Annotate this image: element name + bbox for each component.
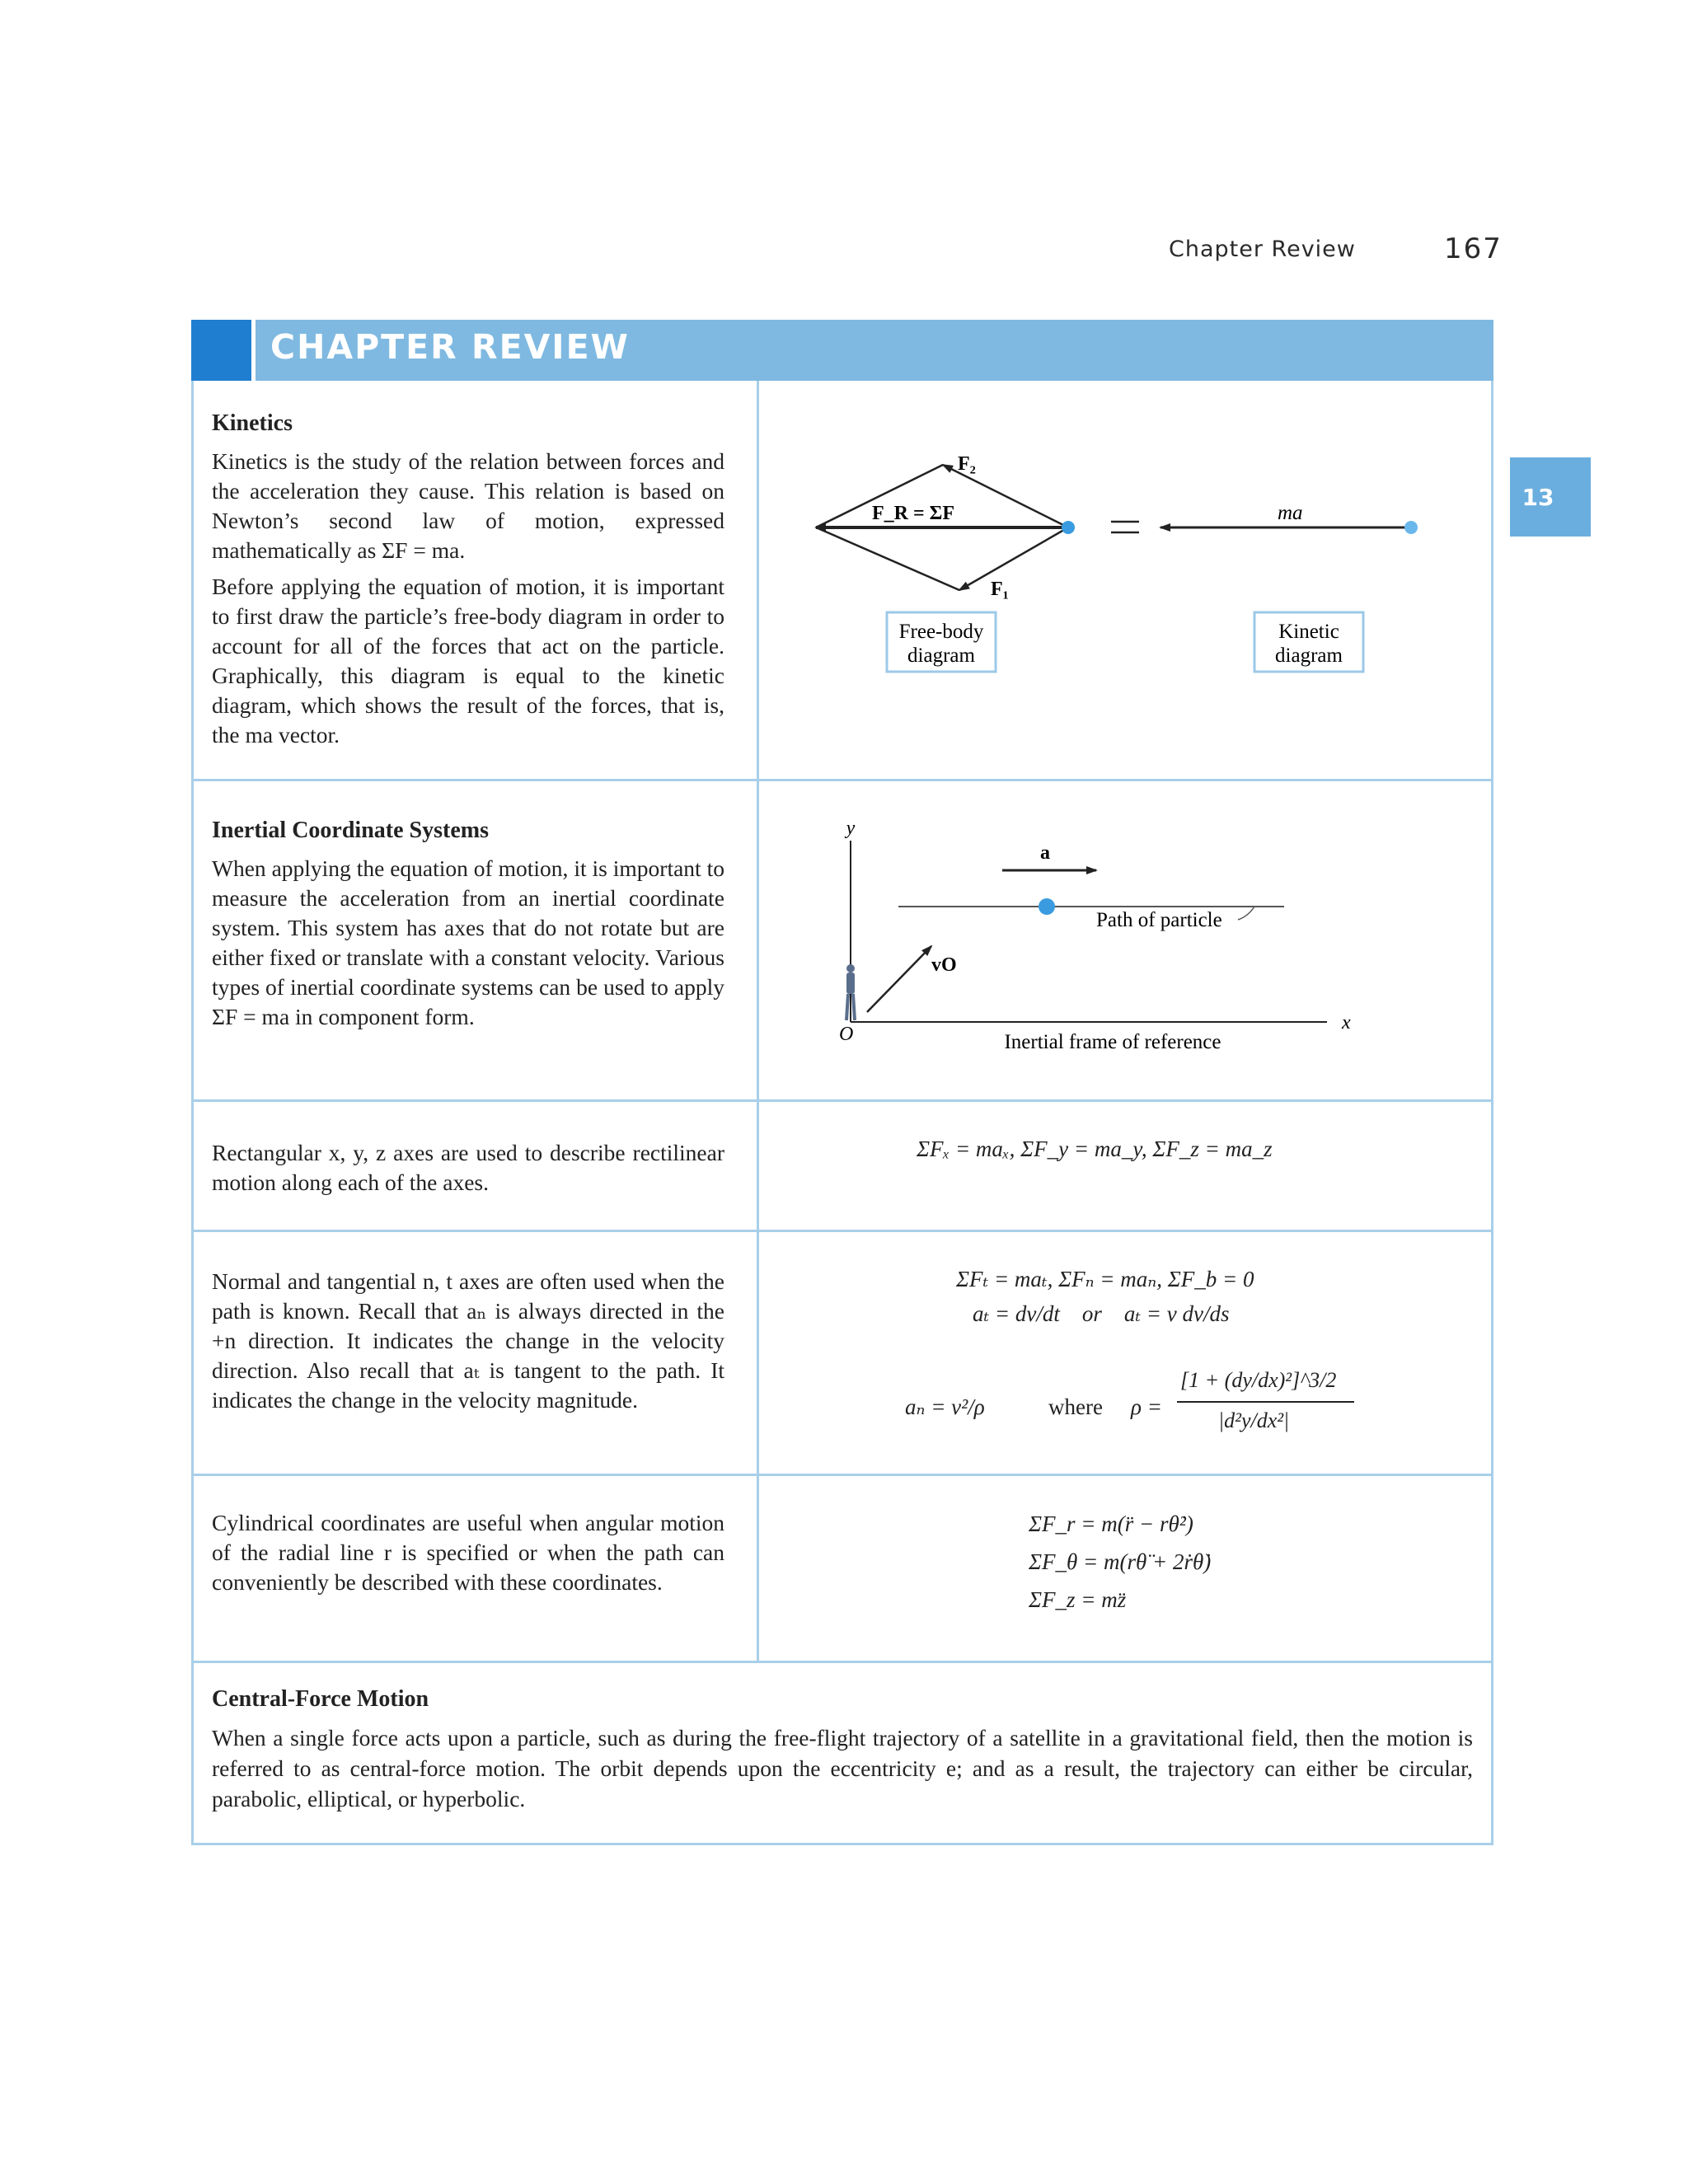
inertial-heading: Inertial Coordinate Systems [212, 818, 489, 843]
inertial-text [212, 816, 724, 1038]
kinetics-paragraph-1: Kinetics is the study of the relation between forces and the acceleration they cause. This relation is based on Newton’s second law of motion, expressed mathematically as ΣF = ma. [212, 448, 724, 563]
cylindrical-text [212, 1508, 724, 1604]
inertial-paragraph: When applying the equation of motion, it is important to measure the acceleration from an inertial coordinate system. This system has axes that do not rotate but are either fixed or translate with a constant velocity. Various types of inertial coordinate systems can be used to apply ΣF = ma in component form. [212, 855, 724, 1029]
particle-dot [1404, 521, 1418, 534]
running-head: Chapter Review [1169, 237, 1356, 262]
nt-equation-an: aₙ = v²/ρ [905, 1394, 985, 1419]
label-ma: ma [1278, 502, 1303, 524]
free-body-label-1: Free-body [898, 621, 984, 643]
kinetic-label-1: Kinetic [1278, 621, 1339, 643]
rectangular-paragraph: Rectangular x, y, z axes are used to describe rectilinear motion along each of the axes. [212, 1140, 724, 1195]
nt-where: where [1048, 1394, 1103, 1419]
cylindrical-equation-1: ΣF_r = m(r̈ − rθ̇²) [1029, 1511, 1193, 1536]
particle-dot [1039, 898, 1055, 915]
kinetics-heading: Kinetics [212, 410, 293, 436]
cylindrical-paragraph: Cylindrical coordinates are useful when angular motion of the radial line r is specified or when the path can conveniently be described with these coordinates. [212, 1510, 724, 1595]
row-divider [191, 1474, 1493, 1476]
central-force-section [212, 1684, 1473, 1814]
nt-equation-2: aₜ = dv/dt or aₜ = v dv/ds [973, 1301, 1230, 1326]
chapter-tab [1510, 457, 1591, 537]
rectangular-equation: ΣFₓ = maₓ, ΣF_y = ma_y, ΣF_z = ma_z [917, 1137, 1273, 1161]
page-number: 167 [1444, 232, 1503, 265]
cylindrical-equation-2: ΣF_θ = m(rθ̈ + 2ṙθ̇) [1029, 1549, 1212, 1574]
label-vo: vO [931, 954, 957, 976]
row-divider [191, 1661, 1493, 1663]
parallelogram-edge [816, 527, 959, 590]
free-body-label-2: diagram [907, 644, 975, 667]
section-header-square [191, 320, 251, 381]
kinetics-text [212, 409, 724, 757]
row-divider [191, 1099, 1493, 1102]
velocity-arrow [867, 946, 931, 1012]
free-body-kinetic-figure [767, 445, 1475, 692]
cylindrical-equation-3: ΣF_z = mz̈ [1029, 1587, 1127, 1612]
row-divider [191, 779, 1493, 781]
label-frame: Inertial frame of reference [1004, 1031, 1221, 1053]
normal-tangential-text [212, 1267, 724, 1422]
section-header-gap [251, 320, 256, 381]
label-o: O [839, 1024, 854, 1045]
central-force-heading: Central-Force Motion [212, 1686, 429, 1712]
leader-line [1238, 907, 1254, 920]
central-force-paragraph: When a single force acts upon a particle, such as during the free-flight trajectory of a satellite in a gravitational field, then the motion is referred to as central-force motion. The orbit depends upon the eccentricity e; and as a result, the trajectory can either be circular, parabolic, elliptical, or hyperbolic. [212, 1725, 1473, 1811]
particle-dot [1062, 521, 1075, 534]
row-divider [191, 1230, 1493, 1232]
label-a: a [1040, 842, 1050, 864]
label-x: x [1342, 1012, 1351, 1033]
label-path: Path of particle [1096, 909, 1222, 931]
nt-equation-1: ΣFₜ = maₜ, ΣFₙ = maₙ, ΣF_b = 0 [956, 1267, 1254, 1291]
nt-rho: ρ = [1131, 1394, 1162, 1419]
kinetic-label-2: diagram [1275, 644, 1343, 667]
column-divider [757, 381, 759, 1663]
normal-tangential-paragraph: Normal and tangential n, t axes are often used when the path is known. Recall that aₙ is always directed in the +n direction. It indicates the change in the velocity direction. Also recall that aₜ is tangent to the path. It indicates the change in the velocity magnitude. [212, 1268, 724, 1413]
nt-fraction-denominator: |d²y/dx²| [1218, 1408, 1290, 1432]
section-title: CHAPTER REVIEW [270, 327, 630, 367]
chapter-tab-number: 13 [1522, 483, 1554, 511]
label-y: y [846, 818, 856, 839]
label-f1: F₁ [991, 579, 1009, 600]
label-fr: F_R = ΣF [872, 503, 955, 524]
kinetics-paragraph-2: Before applying the equation of motion, it is important to first draw the particle’s free-body diagram in order to account for all of the forces that act on the particle. Graphically, this diagram is equal to the kinetic diagram, which shows the result of the forces, that is, the ma vector. [212, 574, 724, 748]
inertial-frame-figure [816, 816, 1376, 1063]
nt-fraction-bar [1177, 1401, 1354, 1403]
nt-fraction-numerator: [1 + (dy/dx)²]^3/2 [1180, 1368, 1337, 1392]
f1-arrow [959, 527, 1068, 590]
rectangular-text [212, 1138, 724, 1204]
label-f2: F₂ [958, 453, 976, 475]
